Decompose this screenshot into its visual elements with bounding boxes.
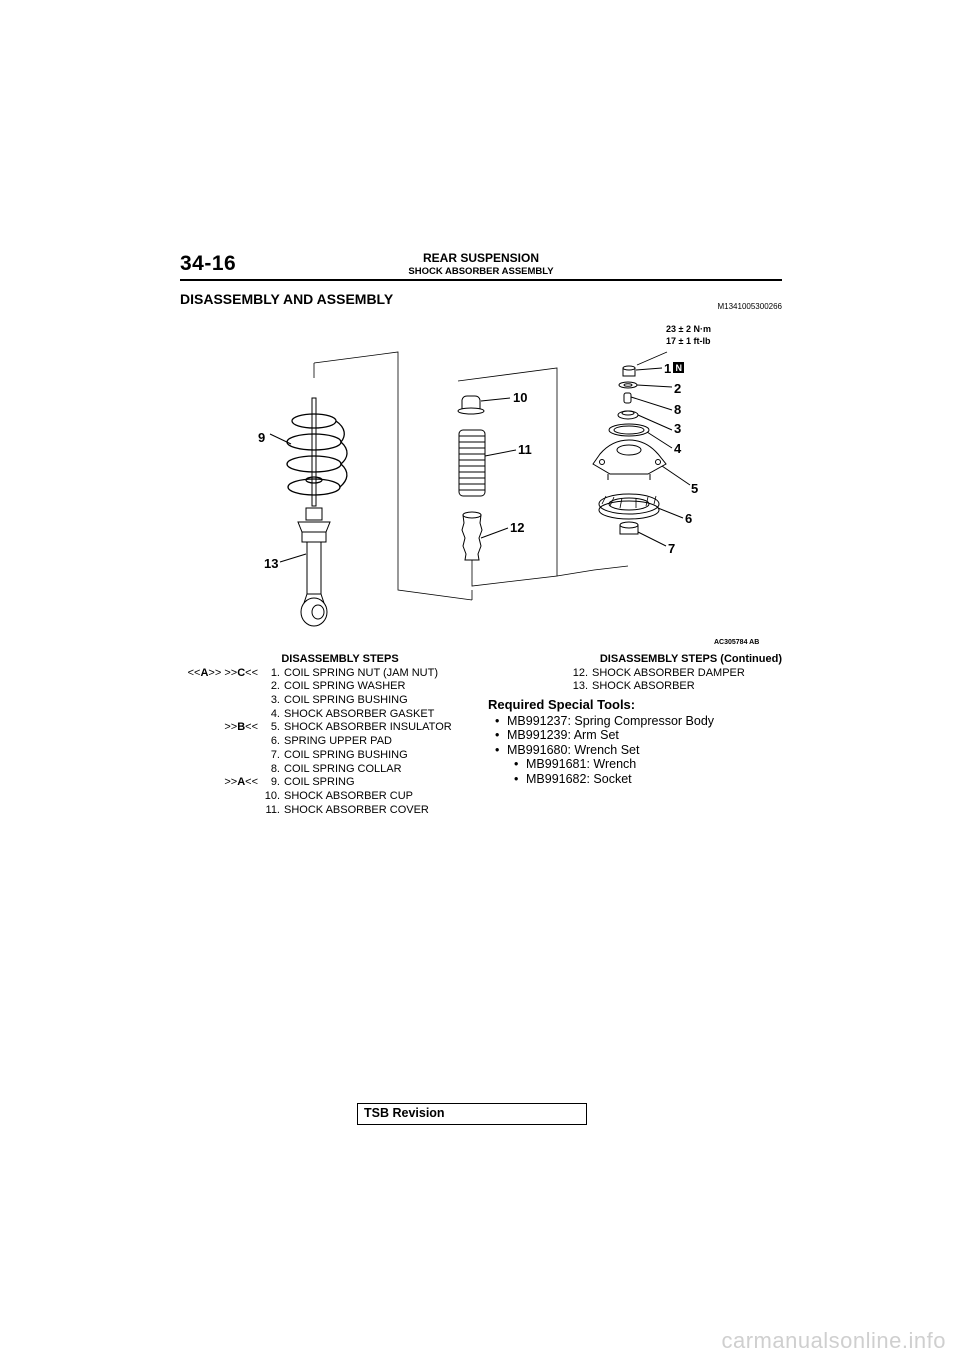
step-service-mark: <<A>> >>C<< [187,666,258,679]
step-number: 3. [270,694,280,707]
tool-item: • MB991239: Arm Set [488,728,784,743]
step-row [180,804,480,818]
step-text: SHOCK ABSORBER INSULATOR [284,721,452,734]
disassembly-steps [180,653,480,817]
step-text: COIL SPRING BUSHING [284,694,408,707]
assembly-guide-line [594,566,628,570]
step-text: COIL SPRING BUSHING [284,748,408,761]
special-tools-title: Required Special Tools: [488,697,636,712]
exploded-view-drawing [180,318,782,648]
step-number: 9. [270,776,280,789]
coil-spring-washer-drawing [619,382,637,388]
step-number: 8. [270,762,280,775]
coil-spring-bushing-drawing [618,411,638,419]
special-tools [488,698,784,787]
shock-absorber-gasket-drawing [609,424,649,436]
shock-absorber-cup-drawing [458,396,484,414]
step-text: COIL SPRING [284,776,355,789]
tool-item: • MB991237: Spring Compressor Body [488,714,784,729]
step-number: 10. [264,789,280,802]
step-text: SHOCK ABSORBER [592,680,695,693]
section-title: REAR SUSPENSION [422,251,540,265]
tool-item: • MB991680: Wrench Set [488,743,784,758]
callout-3: 3 [674,421,682,436]
figure-code: AC305784 AB [714,639,760,646]
tsb-revision-box [357,1103,587,1125]
coil-spring-drawing [287,414,347,495]
callout-4: 4 [674,441,682,456]
step-text: SHOCK ABSORBER COVER [284,803,429,816]
section-subtitle: SHOCK ABSORBER ASSEMBLY [408,266,554,277]
header-rule [180,279,782,281]
callout-8: 8 [674,402,682,417]
callout-10: 10 [513,390,528,405]
watermark[interactable]: carmanualsonline.info [721,1328,946,1353]
spring-upper-pad-drawing [599,494,659,519]
assembly-guide-line [557,570,594,576]
step-text: SPRING UPPER PAD [284,735,392,748]
step-service-mark: >>A<< [224,776,258,789]
page-number: 34-16 [180,252,237,275]
step-row [180,776,480,790]
assembly-guide-line [314,352,472,600]
step-number: 12. [572,666,588,679]
step-text: SHOCK ABSORBER CUP [284,789,413,802]
shock-absorber-insulator-drawing [593,440,666,480]
new-part-badge-letter: N [675,363,682,373]
step-number: 11. [265,803,280,816]
callout-13: 13 [264,556,279,571]
tool-sub-item: • MB991681: Wrench [488,757,784,772]
step-row [180,763,480,777]
shock-absorber-drawing [298,398,330,626]
torque-nm: 23 ± 2 N·m [666,324,711,334]
step-text: COIL SPRING COLLAR [284,762,402,775]
torque-ftlb: 17 ± 1 ft-lb [666,336,711,346]
callout-5: 5 [691,481,699,496]
step-text: SHOCK ABSORBER DAMPER [592,666,745,679]
exploded-view-figure [180,318,782,648]
coil-spring-nut-drawing [623,366,635,376]
callout-12: 12 [510,520,525,535]
tsb-revision-label: TSB Revision [364,1106,445,1120]
step-number: 4. [270,707,280,720]
step-row [180,694,480,708]
coil-spring-bushing-lower-drawing [620,522,638,534]
steps-title-continued: DISASSEMBLY STEPS (Continued) [599,653,782,665]
callout-2: 2 [674,381,682,396]
steps-title: DISASSEMBLY STEPS [281,653,399,665]
step-row [180,735,480,749]
step-row [180,721,480,735]
callout-1: 1 [664,361,672,376]
shock-absorber-cover-drawing [459,430,485,496]
shock-absorber-damper-drawing [462,512,482,560]
tool-sub-item: • MB991682: Socket [488,772,784,787]
step-service-mark: >>B<< [224,721,258,734]
disassembly-steps-continued [488,653,784,694]
step-row [180,708,480,722]
step-text: COIL SPRING WASHER [284,680,406,693]
callout-6: 6 [685,511,693,526]
step-number: 7. [270,748,280,761]
callout-11: 11 [518,442,532,457]
step-text: COIL SPRING NUT (JAM NUT) [284,666,439,679]
step-number: 1. [270,666,280,679]
step-row [488,680,784,694]
page-header [180,248,782,282]
step-row [180,667,480,681]
step-row [180,790,480,804]
step-row [180,749,480,763]
callout-7: 7 [668,541,676,556]
step-row [488,667,784,681]
step-text: SHOCK ABSORBER GASKET [284,707,435,720]
step-number: 13. [572,680,588,693]
step-row [180,680,480,694]
callout-9: 9 [258,430,266,445]
page-heading: DISASSEMBLY AND ASSEMBLY [180,291,394,307]
document-code: M1341005300266 [717,302,782,311]
step-number: 6. [270,735,280,748]
coil-spring-collar-drawing [624,393,631,403]
step-number: 5. [270,721,280,734]
step-number: 2. [270,680,280,693]
